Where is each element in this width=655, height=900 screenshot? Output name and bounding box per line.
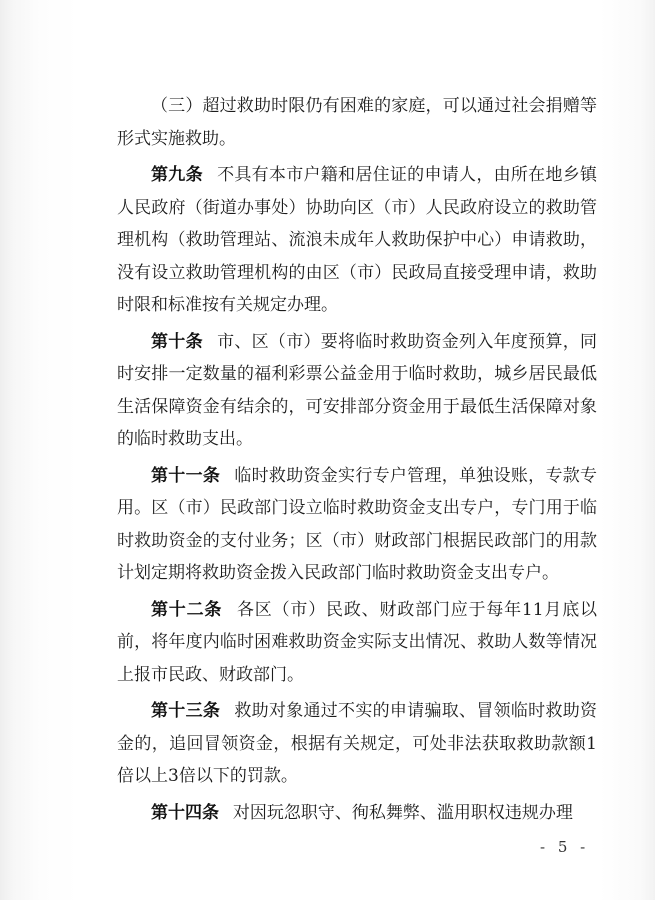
paragraph-text: （三）超过救助时限仍有困难的家庭，可以通过社会捐赠等形式实施救助。 (117, 96, 597, 149)
article-10 (117, 326, 597, 456)
page-number: - 5 - (540, 838, 590, 856)
article-text: 对因玩忽职守、徇私舞弊、滥用职权违规办理 (232, 802, 573, 823)
article-9 (117, 159, 597, 322)
article-11 (117, 460, 597, 590)
article-12 (117, 594, 597, 692)
document-body (117, 90, 597, 833)
article-text: 临时救助资金实行专户管理，单独设账，专款专用。区（市）民政部门设立临时救助资金支出专户，专门用于临时救助资金的支付业务；区（市）财政部门根据民政部门的用款计划定期将救助资金拨入民政部门临时救助资金支出专户。 (117, 465, 598, 583)
paragraph-clause-3 (117, 90, 597, 155)
article-heading: 第十三条 (151, 701, 221, 721)
article-heading: 第十四条 (151, 802, 219, 823)
article-heading: 第十二条 (151, 599, 223, 620)
article-text: 市、区（市）要将临时救助资金列入年度预算，同时安排一定数量的福利彩票公益金用于临时救助，城乡居民最低生活保障资金有结余的，可安排部分资金用于最低生活保障对象的临时救助支出。 (117, 331, 598, 449)
article-text: 救助对象通过不实的申请骗取、冒领临时救助资金的，追回冒领资金，根据有关规定，可处非法获取救助款额1倍以上3倍以下的罚款。 (117, 701, 598, 786)
article-heading: 第十条 (151, 331, 203, 352)
article-heading: 第十一条 (151, 465, 221, 486)
article-13 (117, 695, 597, 793)
article-14 (117, 797, 597, 830)
article-heading: 第九条 (151, 165, 203, 185)
article-text: 不具有本市户籍和居住证的申请人，由所在地乡镇人民政府（街道办事处）协助向区（市）人民政府设立的救助管理机构（救助管理站、流浪未成年人救助保护中心）申请救助，没有设立救助管理机构的由区（市）民政局直接受理申请，救助时限和标准按有关规定办理。 (117, 165, 598, 315)
article-text: 各区（市）民政、财政部门应于每年11月底以前，将年度内临时困难救助资金实际支出情况、救助人数等情况上报市民政、财政部门。 (117, 599, 598, 685)
